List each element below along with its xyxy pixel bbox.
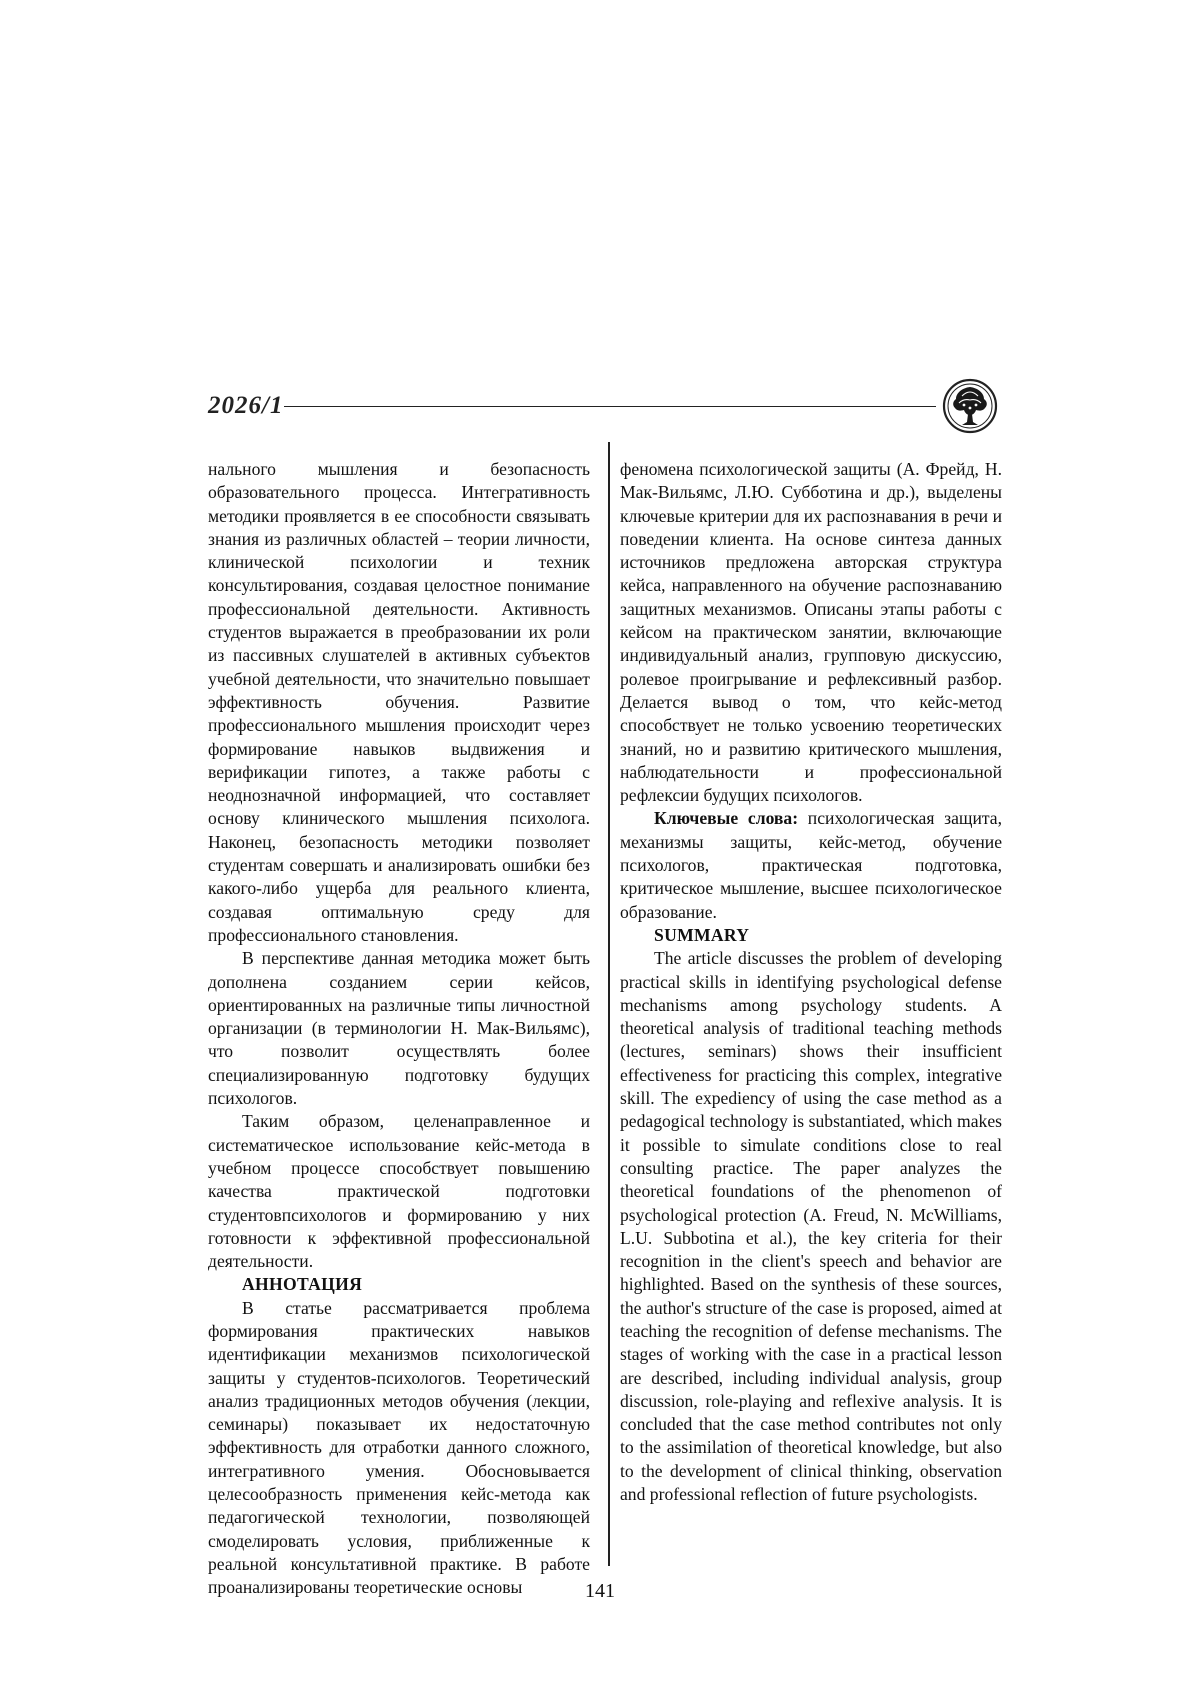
tree-emblem-icon: [942, 378, 998, 434]
annotation-paragraph: В статье рассматривается проблема формирования практических навыков идентификации механизмов психологической защиты у студентов-психологов. Теоретический анализ традиционных методов обучения (лекции, семинары) показывает их недостаточную эффективность для отработки данного сложного, интегративного умения. Обосновывается целесообразность применения кейс-метода как педагогической технологии, позволяющей смоделировать условия, приближенные к реальной консультативной практике. В работе проанализированы теоретические основы: [208, 1297, 590, 1598]
keywords-paragraph: [620, 807, 1002, 923]
summary-heading: SUMMARY: [654, 924, 750, 945]
annotation-paragraph-continued: феномена психологической защиты (А. Фрейд, Н. Мак-Вильямс, Л.Ю. Субботина и др.), выделены ключевые критерии для их распознавания в речи и поведении клиента. На основе синтеза данных источников предложена авторская структура кейса, направленного на обучение распознаванию защитных механизмов. Описаны этапы работы с кейсом на практическом занятии, включающие индивидуальный анализ, групповую дискуссию, ролевое проигрывание и рефлексивный разбор. Делается вывод о том, что кейс-метод способствует не только усвоению теоретических знаний, но и развитию критического мышления, наблюдательности и профессиональной рефлексии будущих психологов.: [620, 459, 1002, 806]
header-rule: [284, 406, 936, 407]
keywords-text: психологическая защита, механизмы защиты, кейс-метод, обучение психологов, практическая подготовка, критическое мышление, высшее психологическое образование.: [620, 808, 1002, 922]
paragraph: нального мышления и безопасность образовательного процесса. Интегративность методики проявляется в ее способности связывать знания из различных областей – теории личности, клинической психологии и техник консультирования, создавая целостное понимание профессиональной деятельности. Активность студентов выражается в преобразовании их роли из пассивных слушателей в активных субъектов учебной деятельности, что значительно повышает эффективность обучения. Развитие профессионального мышления происходит через формирование навыков выдвижения и верификации гипотез, а также работы с неоднозначной информацией, что составляет основу клинического мышления психолога. Наконец, безопасность методики позволяет студентам совершать и анализировать ошибки без какого-либо ущерба для реального клиента, создавая оптимальную среду для профессионального становления.: [208, 459, 590, 945]
issue-number: 2026/1: [208, 392, 284, 419]
right-column: [620, 458, 1002, 1506]
paragraph: В перспективе данная методика может быть дополнена созданием серии кейсов, ориентированных на различные типы личностной организации (в терминологии Н. Мак-Вильямс), что позволит осуществлять более специализированную подготовку будущих психологов.: [208, 948, 590, 1109]
summary-paragraph: The article discusses the problem of developing practical skills in identifying psychological defense mechanisms among psychology students. A theoretical analysis of traditional teaching methods (lectures, seminars) shows their insufficient effectiveness for practicing this complex, integrative skill. The expediency of using the case method as a pedagogical technology is substantiated, which makes it possible to simulate conditions close to real consulting practice. The paper analyzes the theoretical foundations of the phenomenon of psychological protection (A. Freud, N. McWilliams, L.U. Subbotina et al.), the key criteria for their recognition in the client's speech and behavior are highlighted. Based on the synthesis of these sources, the author's structure of the case is proposed, aimed at teaching the recognition of defense mechanisms. The stages of working with the case in a practical lesson are described, including individual analysis, group discussion, role-playing and reflexive analysis. It is concluded that the case method contributes not only to the assimilation of theoretical knowledge, but also to the development of clinical thinking, observation and professional reflection of future psychologists.: [620, 948, 1002, 1505]
left-column: [208, 458, 590, 1600]
page-number: 141: [585, 1580, 615, 1602]
paragraph: Таким образом, целенаправленное и систематическое использование кейс-метода в учебном процессе способствует повышению качества практической подготовки студентовпсихологов и формированию у них готовности к эффективной профессиональной деятельности.: [208, 1111, 590, 1272]
running-header: [208, 378, 998, 436]
column-divider: [608, 442, 610, 1566]
keywords-label: Ключевые слова:: [654, 808, 799, 829]
annotation-heading: АННОТАЦИЯ: [242, 1274, 363, 1295]
